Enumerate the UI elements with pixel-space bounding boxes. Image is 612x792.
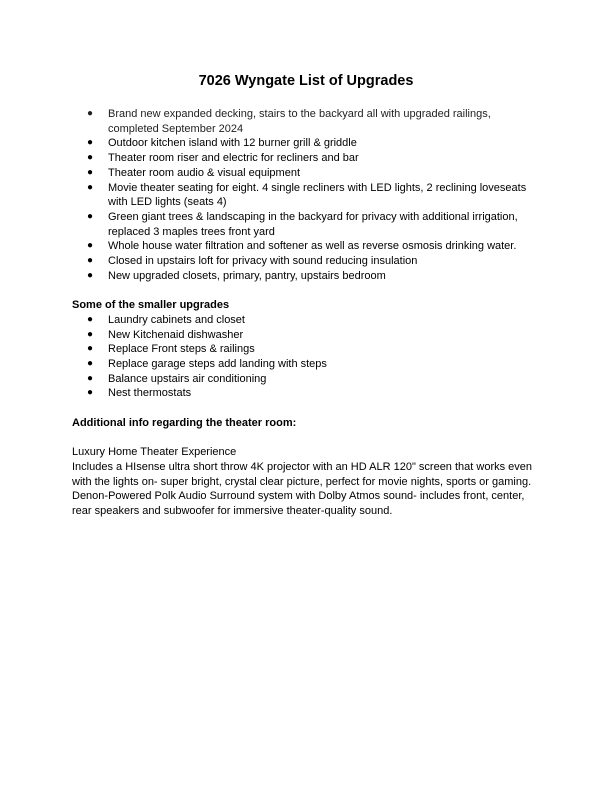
list-item bbox=[72, 107, 542, 136]
bullet-icon: ● bbox=[87, 255, 94, 267]
list-item-text: Outdoor kitchen island with 12 burner grill & griddle bbox=[108, 137, 357, 150]
list-item bbox=[72, 136, 542, 151]
bullet-icon: ● bbox=[87, 328, 94, 340]
list-item-text: New upgraded closets, primary, pantry, upstairs bedroom bbox=[108, 269, 386, 282]
bullet-icon: ● bbox=[87, 313, 94, 325]
bullet-icon: ● bbox=[87, 372, 94, 384]
list-item-text: Theater room audio & visual equipment bbox=[108, 166, 300, 179]
list-item bbox=[72, 342, 542, 357]
list-item-text: Brand new expanded decking, stairs to the backyard all with upgraded railings, completed September 2024 bbox=[108, 108, 491, 135]
bullet-icon: ● bbox=[87, 108, 94, 119]
spacer bbox=[72, 430, 542, 445]
list-item bbox=[72, 166, 542, 181]
smaller-upgrades-heading: Some of the smaller upgrades bbox=[72, 299, 230, 312]
list-item bbox=[72, 357, 542, 372]
list-item-text: Nest thermostats bbox=[108, 387, 192, 400]
spacer bbox=[72, 401, 542, 416]
bullet-icon: ● bbox=[87, 152, 94, 164]
list-item bbox=[72, 181, 542, 210]
list-item bbox=[72, 313, 542, 328]
list-item bbox=[72, 254, 542, 269]
bullet-icon: ● bbox=[87, 269, 94, 281]
upgrades-list bbox=[72, 107, 542, 283]
list-item bbox=[72, 372, 542, 387]
bullet-icon: ● bbox=[87, 181, 94, 193]
theater-description: Includes a HIsense ultra short throw 4K projector with an HD ALR 120" screen that works even with the lights on- super bright, crystal clear picture, perfect for movie nights, sports or gaming. Denon-Powered Polk Audio Surround system with Dolby Atmos sound- includes front, center, rear speakers and subwoofer for immersive theater-quality sound. bbox=[72, 460, 533, 517]
bullet-icon: ● bbox=[87, 166, 94, 178]
bullet-icon: ● bbox=[87, 343, 94, 355]
bullet-icon: ● bbox=[87, 210, 94, 222]
list-item-text: Closed in upstairs loft for privacy with sound reducing insulation bbox=[108, 255, 418, 268]
bullet-icon: ● bbox=[87, 240, 94, 252]
list-item bbox=[72, 328, 542, 343]
list-item-text: Theater room riser and electric for recliners and bar bbox=[108, 152, 359, 165]
bullet-icon: ● bbox=[87, 387, 94, 399]
theater-info-heading: Additional info regarding the theater room: bbox=[72, 416, 297, 429]
bullet-icon: ● bbox=[87, 137, 94, 149]
list-item bbox=[72, 239, 542, 254]
list-item-text: New Kitchenaid dishwasher bbox=[108, 328, 244, 341]
list-item bbox=[72, 151, 542, 166]
document-body bbox=[72, 107, 542, 519]
list-item-text: Green giant trees & landscaping in the backyard for privacy with additional irrigation, replaced 3 maples trees front yard bbox=[108, 210, 518, 238]
list-item bbox=[72, 386, 542, 401]
list-item bbox=[72, 210, 542, 239]
list-item-text: Movie theater seating for eight. 4 single recliners with LED lights, 2 reclining loveseats with LED lights (seats 4) bbox=[108, 181, 527, 209]
list-item-text: Laundry cabinets and closet bbox=[108, 313, 245, 326]
bullet-icon: ● bbox=[87, 357, 94, 369]
theater-subtitle: Luxury Home Theater Experience bbox=[72, 446, 237, 459]
spacer bbox=[72, 283, 542, 298]
smaller-upgrades-list bbox=[72, 313, 542, 401]
page-title: 7026 Wyngate List of Upgrades bbox=[198, 73, 414, 89]
list-item bbox=[72, 269, 542, 284]
list-item-text: Replace garage steps add landing with steps bbox=[108, 357, 327, 370]
list-item-text: Replace Front steps & railings bbox=[108, 343, 255, 356]
list-item-text: Whole house water filtration and softener as well as reverse osmosis drinking water. bbox=[108, 240, 517, 253]
list-item-text: Balance upstairs air conditioning bbox=[108, 372, 267, 385]
